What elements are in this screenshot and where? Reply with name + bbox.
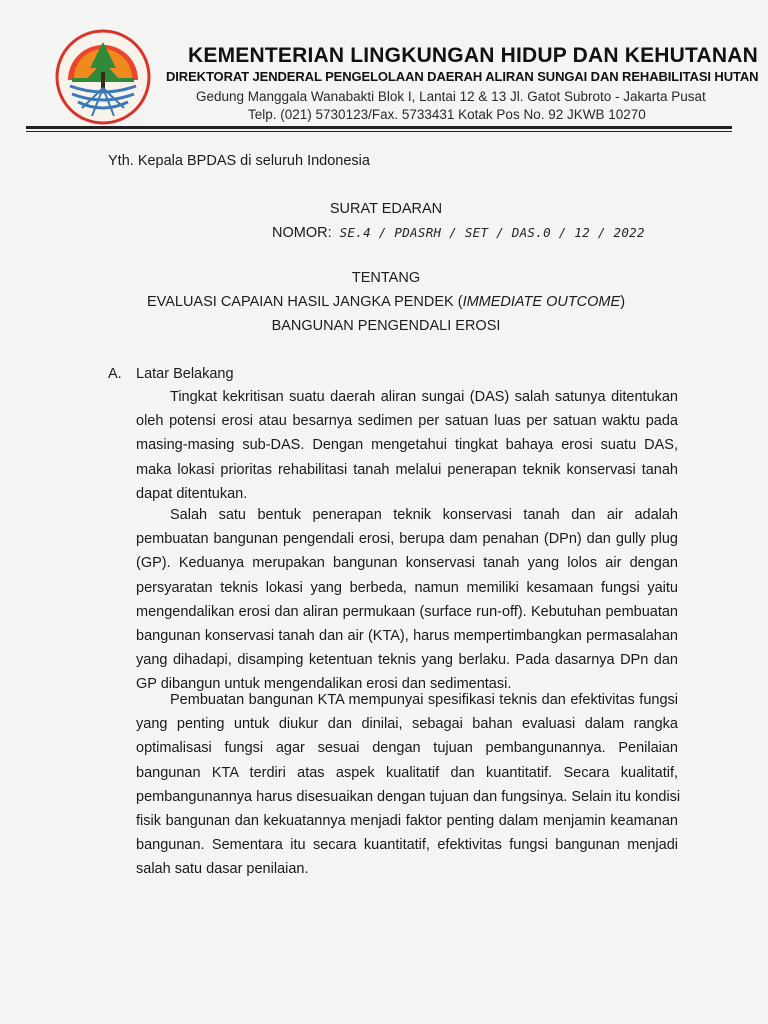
number-value: SE.4 / PDASRH / SET / DAS.0 / 12 / 2022 xyxy=(339,225,645,240)
subject-prefix: EVALUASI CAPAIAN HASIL JANGKA PENDEK ( xyxy=(146,294,463,310)
letterhead-rule-thin xyxy=(26,131,732,132)
letterhead-contact: Telp. (021) 5730123/Fax. 5733431 Kotak Pos No. 92 JKWB 10270 xyxy=(248,107,646,122)
paragraph-line: pembangunannya harus disesuaikan dengan tujuan dan fungsinya. Selain itu kondisi xyxy=(136,788,681,805)
letterhead-subtitle: DIREKTORAT JENDERAL PENGELOLAAN DAERAH ALIRAN SUNGAI DAN REHABILITASI HUTAN xyxy=(166,69,759,84)
paragraph-line: Pembuatan bangunan KTA mempunyai spesifikasi teknis dan efektivitas fungsi xyxy=(170,692,678,708)
document-type: SURAT EDARAN xyxy=(329,201,443,217)
paragraph-line: GP dibangun untuk mengendalikan erosi dan sedimentasi. xyxy=(136,676,512,693)
paragraph-line: yang dihadapi, disamping ketentuan teknis yang berlaku. Pada dasarnya DPn dan xyxy=(136,652,678,669)
paragraph-line: (GP). Keduanya merupakan bangunan konservasi tanah yang lolos air dengan xyxy=(136,555,678,572)
paragraph-line: Tingkat kekritisan suatu daerah aliran sungai (DAS) salah satunya ditentukan xyxy=(170,389,678,405)
paragraph-line: optimalisasi fungsi agar sesuai dengan tujuan pembangunannya. Penilaian xyxy=(136,740,678,757)
paragraph-2 xyxy=(136,503,678,697)
subject-suffix: ) xyxy=(620,294,626,310)
paragraph-line: yang penting untuk diukur dan dinilai, sebagai bahan evaluasi dalam rangka xyxy=(136,716,678,733)
paragraph-3 xyxy=(136,688,681,882)
subject-italic: IMMEDIATE OUTCOME xyxy=(462,294,621,310)
subject-line-1 xyxy=(2,294,768,310)
paragraph-line: Salah satu bentuk penerapan teknik konservasi tanah dan air adalah xyxy=(170,507,678,523)
paragraph-1 xyxy=(136,385,678,506)
about-label: TENTANG xyxy=(351,270,421,286)
paragraph-line: mengendalikan erosi dan aliran permukaan (surface run-off). Kebutuhan pembuatan xyxy=(136,603,678,620)
paragraph-line: salah satu dasar penilaian. xyxy=(136,861,309,878)
paragraph-line: bangunan KTA terdiri atas aspek kualitatif dan kuantitatif. Secara kualitatif, xyxy=(136,764,678,781)
letterhead-title: KEMENTERIAN LINGKUNGAN HIDUP DAN KEHUTANAN xyxy=(188,44,758,67)
paragraph-line: masing-masing sub-DAS. Dengan mengetahui tingkat bahaya erosi suatu DAS, xyxy=(136,437,678,454)
paragraph-line: persyaratan teknis lokasi yang berbeda, namun memiliki kesamaan fungsi yaitu xyxy=(136,579,678,596)
paragraph-line: oleh potensi erosi atau besarnya sedimen per satuan luas per satuan waktu pada xyxy=(136,413,678,430)
number-label: NOMOR: xyxy=(272,225,332,241)
document-number xyxy=(272,225,645,241)
recipient-line: Yth. Kepala BPDAS di seluruh Indonesia xyxy=(108,153,370,169)
paragraph-line: pembuatan bangunan pengendali erosi, berupa dam penahan (DPn) dan gully plug xyxy=(136,531,678,548)
letterhead-address: Gedung Manggala Wanabakti Blok I, Lantai 12 & 13 Jl. Gatot Subroto - Jakarta Pusat xyxy=(196,89,706,104)
paragraph-line: fisik bangunan dan kekuatannya menjadi faktor penting dalam menjamin keamanan xyxy=(136,812,678,829)
paragraph-line: bangunan. Sementara itu secara kuantitatif, efektivitas fungsi bangunan menjadi xyxy=(136,837,678,854)
paragraph-line: dapat ditentukan. xyxy=(136,485,248,502)
subject-line-2: BANGUNAN PENGENDALI EROSI xyxy=(271,318,501,334)
section-letter: A. xyxy=(108,366,122,382)
paragraph-line: maka lokasi prioritas rehabilitasi tanah melalui penerapan teknik konservasi tanah xyxy=(136,461,678,478)
section-title: Latar Belakang xyxy=(136,366,234,382)
paragraph-line: bangunan konservasi tanah dan air (KTA), harus mempertimbangkan permasalahan xyxy=(136,627,678,644)
ministry-logo-icon xyxy=(52,28,154,126)
letterhead-rule-thick xyxy=(26,126,732,129)
